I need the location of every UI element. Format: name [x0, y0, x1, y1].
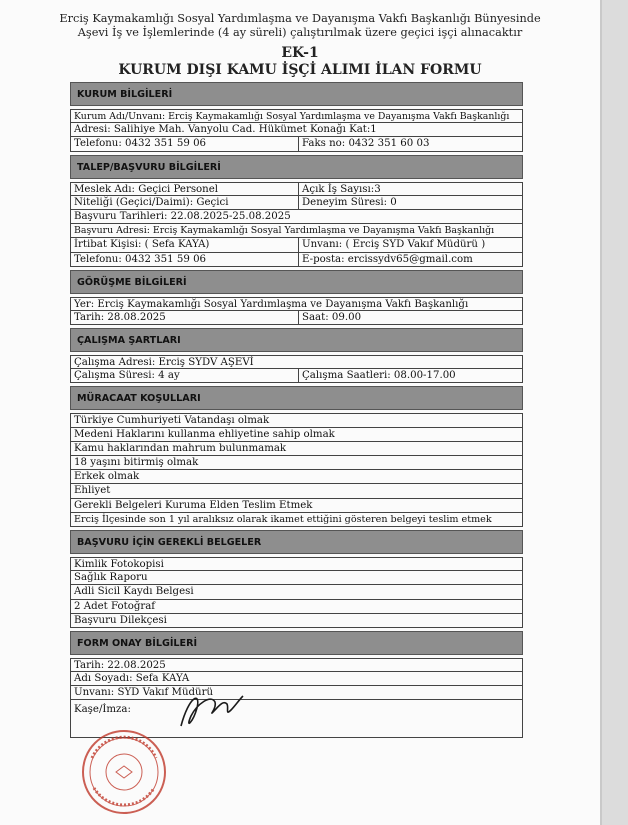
row-irtibat: [70, 238, 523, 252]
meslek-adi: Meslek Adı: Geçici Personel: [71, 183, 299, 195]
section-onay-heading: FORM ONAY BİLGİLERİ: [70, 631, 523, 655]
list-item: [70, 456, 523, 470]
list-item: [70, 614, 523, 628]
belge-item: Adli Sicil Kaydı Belgesi: [74, 586, 194, 598]
row-gorusme-yer: [70, 297, 523, 311]
section-belgeler-heading: BAŞVURU İÇİN GEREKLİ BELGELER: [70, 530, 523, 554]
calisma-saatleri: Çalışma Saatleri: 08.00-17.00: [302, 370, 456, 382]
talep-eposta: E-posta: ercissydv65@gmail.com: [302, 253, 473, 265]
list-item: [70, 428, 523, 442]
row-iletisim: [70, 253, 523, 267]
list-item: [70, 557, 523, 571]
header-intro: [20, 12, 580, 40]
row-kurum-adres: [70, 123, 523, 137]
deneyim-suresi: Deneyim Süresi: 0: [302, 196, 397, 208]
section-talep-heading: TALEP/BAŞVURU BİLGİLERİ: [70, 155, 523, 179]
gorusme-saat: Saat: 09.00: [302, 311, 362, 323]
muracaat-item: Kamu haklarından mahrum bulunmamak: [74, 442, 287, 454]
calisma-adresi: Çalışma Adresi: Erciş SYDV AŞEVİ: [74, 357, 254, 369]
muracaat-item: Gerekli Belgeleri Kuruma Elden Teslim Etmek: [74, 499, 313, 511]
kurum-faks: Faks no: 0432 351 60 03: [302, 138, 430, 150]
row-kurum-ad: [70, 109, 523, 123]
basvuru-adresi: Başvuru Adresi: Erciş Kaymakamlığı Sosyal Yardımlaşma ve Dayanışma Vakfı Başkanlığı: [74, 225, 495, 237]
header-line-1: Erciş Kaymakamlığı Sosyal Yardımlaşma ve Dayanışma Vakfı Başkanlığı Bünyesinde: [59, 12, 541, 25]
muracaat-item: Medeni Haklarını kullanma ehliyetine sahip olmak: [74, 428, 335, 440]
kurum-ad: Kurum Adı/Unvanı: Erciş Kaymakamlığı Sosyal Yardımlaşma ve Dayanışma Vakfı Başkanlığı: [74, 111, 510, 122]
muracaat-list: [70, 413, 523, 527]
header-title-block: [20, 45, 580, 79]
belge-item: Başvuru Dilekçesi: [74, 614, 167, 626]
onay-adsoyad: Adı Soyadı: Sefa KAYA: [74, 673, 190, 685]
niteligi: Niteliği (Geçici/Daimi): Geçici: [71, 196, 299, 209]
muracaat-item: Ehliyet: [74, 485, 111, 497]
list-item: [70, 600, 523, 614]
list-item: [70, 513, 523, 527]
onay-tarih: Tarih: 22.08.2025: [74, 659, 166, 671]
row-meslek: [70, 182, 523, 196]
calisma-suresi: Çalışma Süresi: 4 ay: [71, 369, 299, 382]
acik-is-sayisi: Açık İş Sayısı:3: [302, 183, 381, 195]
talep-telefon: Telefonu: 0432 351 59 06: [71, 253, 299, 266]
list-item: [70, 571, 523, 585]
row-onay-unvani: [70, 686, 523, 700]
header-line-2: Aşevi İş ve İşlemlerinde (4 ay süreli) çalıştırılmak üzere geçici işçi alınacaktır: [77, 26, 523, 39]
row-niteligi: [70, 196, 523, 210]
row-onay-tarih: [70, 658, 523, 672]
belgeler-list: [70, 557, 523, 628]
row-tarihler: [70, 210, 523, 224]
gorusme-yer: Yer: Erciş Kaymakamlığı Sosyal Yardımlaşma ve Dayanışma Vakfı Başkanlığı: [74, 298, 469, 310]
row-calisma-sure: [70, 369, 523, 383]
kurum-telefon: Telefonu: 0432 351 59 06: [71, 137, 299, 150]
row-kurum-telefon: [70, 137, 523, 151]
kase-imza-label: Kaşe/İmza:: [74, 704, 131, 716]
row-gorusme-tarih: [70, 311, 523, 325]
section-calisma-heading: ÇALIŞMA ŞARTLARI: [70, 328, 523, 352]
irtibat-unvani: Unvanı: ( Erciş SYD Vakıf Müdürü ): [302, 239, 486, 251]
signature-icon: [171, 686, 251, 736]
muracaat-item: Türkiye Cumhuriyeti Vatandaşı olmak: [74, 415, 270, 427]
irtibat-kisisi: İrtibat Kişisi: ( Sefa KAYA): [71, 238, 299, 251]
muracaat-item: 18 yaşını bitirmiş olmak: [74, 457, 199, 468]
list-item: [70, 413, 523, 427]
kurum-adres: Adresi: Salihiye Mah. Vanyolu Cad. Hükümet Konağı Kat:1: [74, 124, 377, 136]
list-item: [70, 585, 523, 599]
onay-unvani: Unvanı: SYD Vakıf Müdürü: [74, 687, 214, 699]
row-onay-adsoyad: [70, 672, 523, 686]
list-item: [70, 470, 523, 484]
belge-item: Kimlik Fotokopisi: [74, 558, 164, 570]
section-gorusme-heading: GÖRÜŞME BİLGİLERİ: [70, 270, 523, 294]
section-kurum-heading: KURUM BİLGİLERİ: [70, 82, 523, 106]
basvuru-tarihleri: Başvuru Tarihleri: 22.08.2025-25.08.2025: [74, 210, 291, 222]
official-seal-icon: [80, 728, 168, 816]
row-calisma-adres: [70, 355, 523, 369]
muracaat-item: Erkek olmak: [74, 471, 140, 483]
list-item: [70, 499, 523, 513]
form-title: KURUM DIŞI KAMU İŞÇİ ALIMI İLAN FORMU: [118, 62, 482, 78]
muracaat-item: Erciş İlçesinde son 1 yıl aralıksız olarak ikamet ettiğini gösteren belgeyi teslim etmek: [74, 513, 492, 525]
section-muracaat-heading: MÜRACAAT KOŞULLARI: [70, 386, 523, 410]
list-item: [70, 442, 523, 456]
list-item: [70, 484, 523, 498]
row-basvuru-adresi: [70, 224, 523, 238]
form-code: EK-1: [281, 45, 319, 61]
form-table: [70, 82, 523, 738]
gorusme-tarih: Tarih: 28.08.2025: [71, 311, 299, 324]
belge-item: 2 Adet Fotoğraf: [74, 600, 156, 612]
belge-item: Sağlık Raporu: [74, 572, 148, 584]
